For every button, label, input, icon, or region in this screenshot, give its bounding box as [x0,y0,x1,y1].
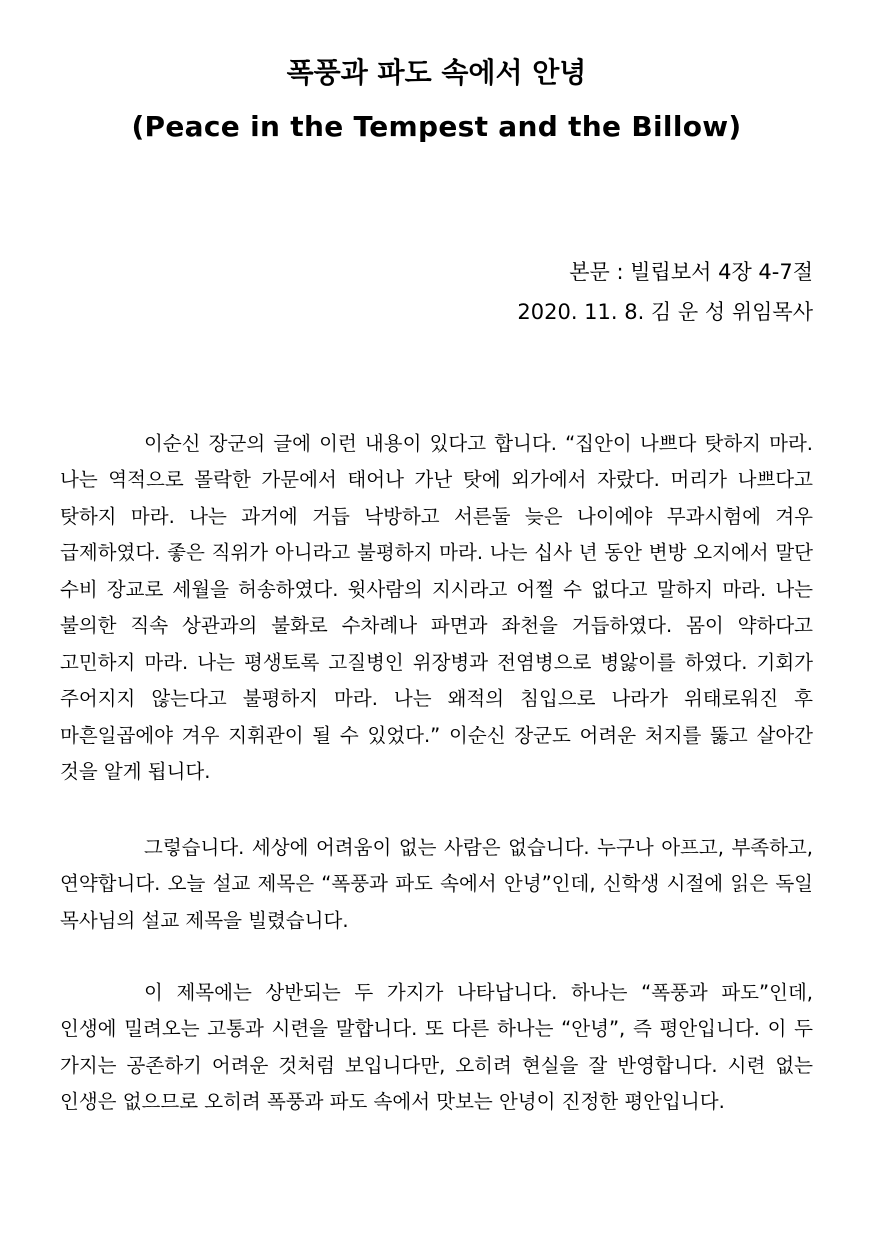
body-paragraph: 그렇습니다. 세상에 어려움이 없는 사람은 없습니다. 누구나 아프고, 부족하고, 연약합니다. 오늘 설교 제목은 “폭풍과 파도 속에서 안녕”인데, 신학생 시절에 읽은 독일 목사님의 설교 제목을 빌렸습니다. [60,835,813,932]
body-paragraph: 이순신 장군의 글에 이런 내용이 있다고 합니다. “집안이 나쁘다 탓하지 마라. 나는 역적으로 몰락한 가문에서 태어나 가난 탓에 외가에서 자랐다. 머리가 나쁘다고 탓하지 마라. 나는 과거에 거듭 낙방하고 서른둘 늦은 나이에야 무과시험에 겨우 급제하였다. 좋은 직위가 아니라고 불평하지 마라. 나는 십사 년 동안 변방 오지에서 말단 수비 장교로 세월을 허송하였다. 윗사람의 지시라고 어쩔 수 없다고 말하지 마라. 나는 불의한 직속 상관과의 불화로 수차례나 파면과 좌천을 거듭하였다. 몸이 약하다고 고민하지 마라. 나는 평생토록 고질병인 위장병과 전염병으로 병앓이를 하였다. 기회가 주어지지 않는다고 불평하지 마라. 나는 왜적의 침입으로 나라가 위태로워진 후 마흔일곱에야 겨우 지휘관이 될 수 있었다.” 이순신 장군도 어려운 처지를 뚫고 살아간 것을 알게 됩니다. [60,431,813,783]
scripture-reference: 본문 : 빌립보서 4장 4-7절 [569,260,813,284]
body-paragraph: 이 제목에는 상반되는 두 가지가 나타납니다. 하나는 “폭풍과 파도”인데, 인생에 밀려오는 고통과 시련을 말합니다. 또 다른 하나는 “안녕”, 즉 평안입니다. 이 두 가지는 공존하기 어려운 것처럼 보입니다만, 오히려 현실을 잘 반영합니다. 시련 없는 인생은 없으므로 오히려 폭풍과 파도 속에서 맛보는 안녕이 진정한 평안입니다. [60,980,813,1113]
sermon-title-english: (Peace in the Tempest and the Billow) [131,110,742,143]
sermon-title-korean: 폭풍과 파도 속에서 안녕 [286,56,587,89]
date-and-preacher: 2020. 11. 8. 김 운 성 위임목사 [517,300,813,324]
